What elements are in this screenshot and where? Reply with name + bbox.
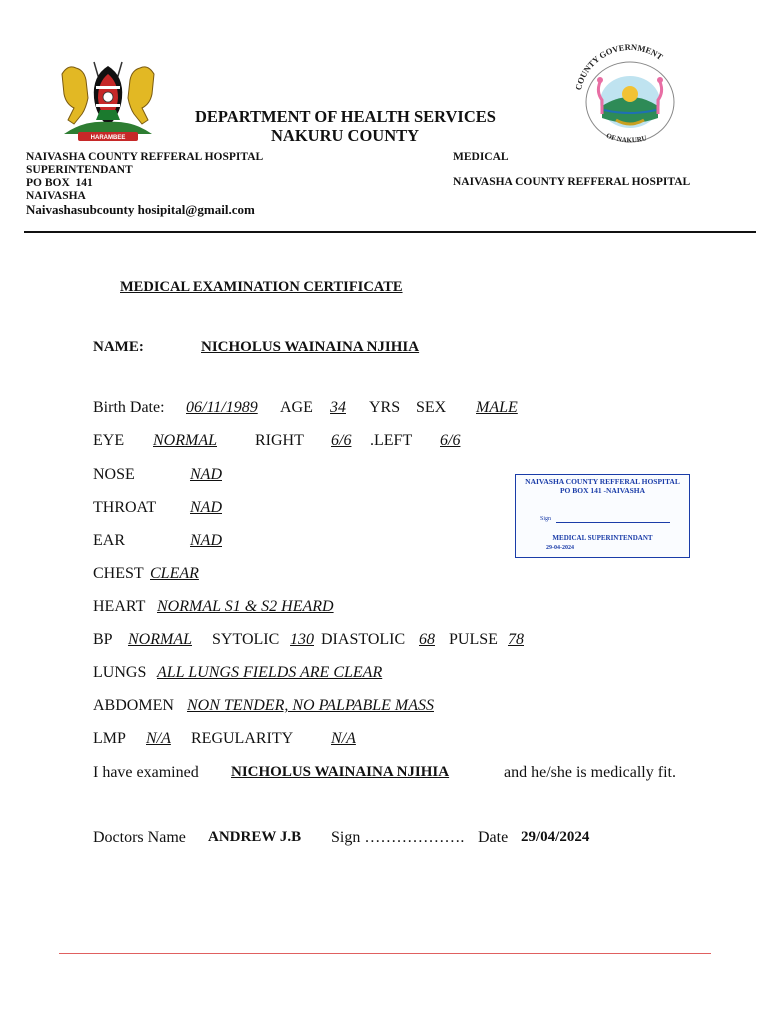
county-name: NAKURU COUNTY [271, 126, 420, 145]
examined-suffix: and he/she is medically fit. [504, 764, 676, 781]
svg-text:OF NAKURU: OF NAKURU [605, 131, 648, 145]
bp-label: BP [93, 631, 113, 648]
diastolic-label: DIASTOLIC [321, 631, 406, 648]
doctor-name-value: ANDREW J.B [208, 829, 302, 845]
doctor-sign-label: Sign ………………. [331, 829, 465, 846]
lmp-value: N/A [146, 730, 171, 747]
right-eye-label: RIGHT [255, 432, 304, 449]
birth-date-value: 06/11/1989 [186, 399, 258, 416]
nose-label: NOSE [93, 466, 135, 483]
chest-value: CLEAR [150, 565, 199, 582]
yrs-label: YRS [369, 399, 401, 416]
regularity-label: REGULARITY [191, 730, 294, 747]
pulse-value: 78 [508, 631, 524, 648]
examined-prefix: I have examined [93, 764, 199, 781]
stamp-hospital-name: NAIVASHA COUNTY REFFERAL HOSPITAL [525, 477, 680, 486]
kenya-coat-of-arms-emblem [56, 52, 160, 144]
stamp-superintendant: MEDICAL SUPERINTENDANT [552, 534, 653, 542]
stamp-sign-label: Sign [540, 516, 552, 522]
hospital-name-left: NAIVASHA COUNTY REFFERAL HOSPITAL [26, 151, 264, 163]
stamp-date: 29-04-2024 [546, 545, 574, 551]
department-title: DEPARTMENT OF HEALTH SERVICES [195, 107, 496, 126]
doctor-name-label: Doctors Name [93, 829, 186, 846]
medical-right: MEDICAL [453, 151, 509, 163]
throat-label: THROAT [93, 499, 157, 516]
certificate-title: MEDICAL EXAMINATION CERTIFICATE [120, 279, 403, 295]
footer-rule [59, 953, 711, 954]
heart-label: HEART [93, 598, 146, 615]
nose-value: NAD [190, 466, 222, 483]
stamp-sign-row [540, 516, 670, 526]
superintendant-left: SUPERINTENDANT [26, 164, 133, 176]
age-label: AGE [280, 399, 313, 416]
name-label: NAME: [93, 339, 144, 355]
official-stamp [515, 474, 690, 558]
date-label: Date [478, 829, 509, 846]
abdomen-value: NON TENDER, NO PALPABLE MASS [187, 697, 434, 714]
diastolic-value: 68 [419, 631, 435, 648]
nakuru-county-seal [566, 44, 694, 154]
eye-label: EYE [93, 432, 125, 449]
examined-name: NICHOLUS WAINAINA NJIHIA [231, 764, 450, 780]
pulse-label: PULSE [449, 631, 498, 648]
hospital-email: Naivashasubcounty hosipital@gmail.com [26, 202, 255, 217]
stamp-sign-line [556, 522, 670, 523]
systolic-label: SYTOLIC [212, 631, 280, 648]
svg-text:COUNTY GOVERNMENT: COUNTY GOVERNMENT [573, 44, 665, 92]
date-value: 29/04/2024 [521, 829, 590, 845]
po-box-left: PO BOX 141 [26, 177, 93, 189]
bp-value: NORMAL [128, 631, 192, 648]
systolic-value: 130 [290, 631, 314, 648]
hospital-name-right: NAIVASHA COUNTY REFFERAL HOSPITAL [453, 176, 691, 188]
abdomen-label: ABDOMEN [93, 697, 174, 714]
sex-value: MALE [476, 399, 518, 416]
chest-label: CHEST [93, 565, 144, 582]
right-eye-value: 6/6 [331, 432, 352, 449]
lungs-label: LUNGS [93, 664, 147, 681]
ear-value: NAD [190, 532, 222, 549]
lungs-value: ALL LUNGS FIELDS ARE CLEAR [157, 664, 383, 681]
throat-value: NAD [190, 499, 222, 516]
regularity-value: N/A [331, 730, 356, 747]
eye-value: NORMAL [153, 432, 217, 449]
left-eye-label: .LEFT [370, 432, 413, 449]
left-eye-value: 6/6 [440, 432, 461, 449]
header-rule [24, 231, 756, 233]
svg-text:HARAMBEE: HARAMBEE [90, 135, 126, 141]
ear-label: EAR [93, 532, 125, 549]
heart-value: NORMAL S1 & S2 HEARD [157, 598, 334, 615]
stamp-po-box: PO BOX 141 -NAIVASHA [559, 485, 646, 495]
age-value: 34 [330, 399, 346, 416]
lmp-label: LMP [93, 730, 126, 747]
sex-label: SEX [416, 399, 447, 416]
name-value: NICHOLUS WAINAINA NJIHIA [201, 339, 420, 355]
birth-date-label: Birth Date: [93, 399, 165, 416]
town-left: NAIVASHA [26, 190, 86, 202]
